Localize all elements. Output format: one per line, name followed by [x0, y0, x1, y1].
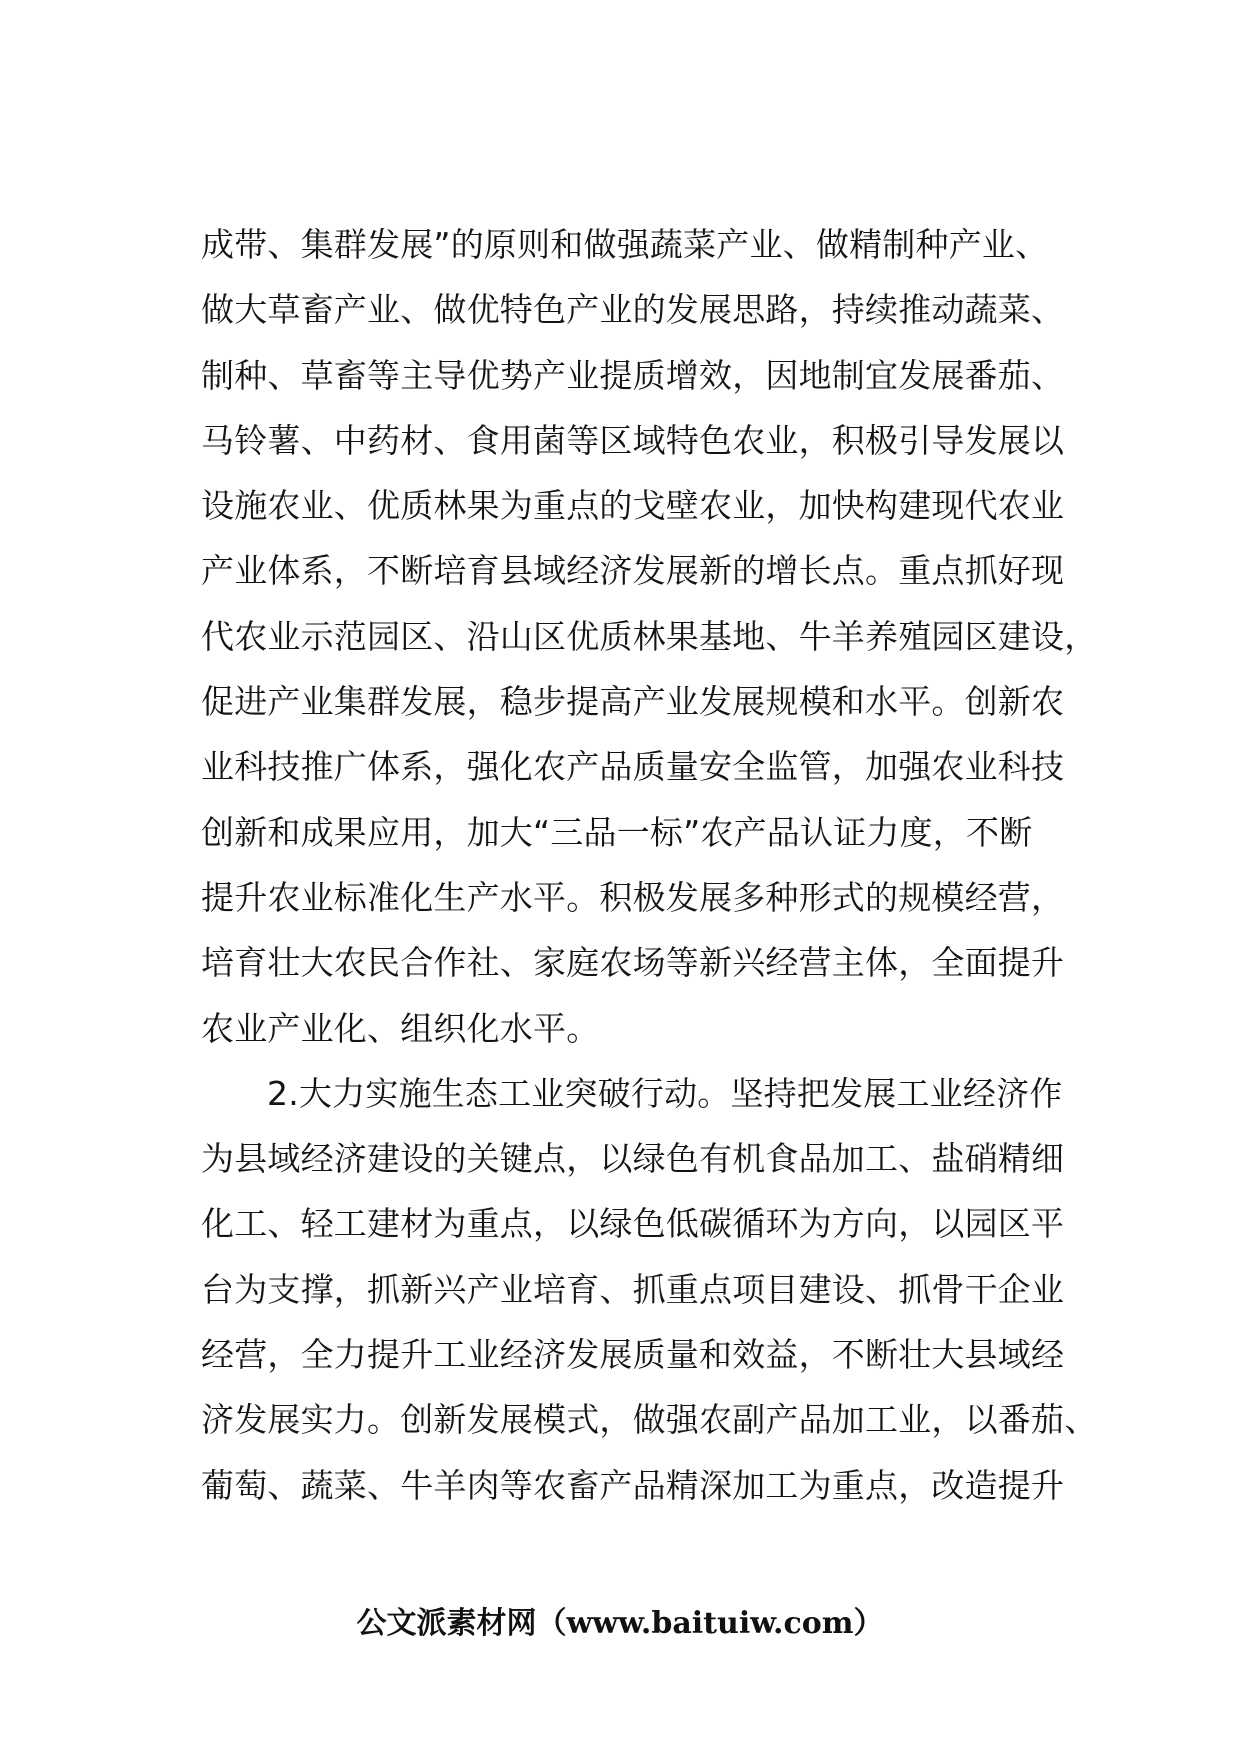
text-line: 农业产业化、组织化水平。: [201, 1008, 600, 1048]
text-line: 设施农业、优质林果为重点的戈壁农业，加快构建现代农业: [201, 486, 1065, 526]
text-line: 代农业示范园区、沿山区优质林果基地、牛羊养殖园区建设，: [201, 616, 1098, 656]
footer-watermark: 公文派素材网（www.baituiw.com）: [356, 1606, 884, 1641]
text-line: 马铃薯、中药材、食用菌等区域特色农业，积极引导发展以: [201, 420, 1065, 460]
text-line: 葡萄、蔬菜、牛羊肉等农畜产品精深加工为重点，改造提升: [201, 1465, 1065, 1505]
text-line: 经营，全力提升工业经济发展质量和效益，不断壮大县域经: [201, 1335, 1065, 1375]
text-line: 提升农业标准化生产水平。积极发展多种形式的规模经营，: [201, 877, 1065, 917]
text-line: 成带、集群发展”的原则和做强蔬菜产业、做精制种产业、: [201, 225, 1049, 264]
text-line: 促进产业集群发展，稳步提高产业发展规模和水平。创新农: [201, 682, 1065, 722]
text-line: 培育壮大农民合作社、家庭农场等新兴经营主体，全面提升: [201, 943, 1065, 983]
text-line: 业科技推广体系，强化农产品质量安全监管，加强农业科技: [201, 747, 1065, 787]
text-line: 做大草畜产业、做优特色产业的发展思路，持续推动蔬菜、: [201, 290, 1065, 330]
text-line: 产业体系，不断培育县域经济发展新的增长点。重点抓好现: [201, 551, 1065, 591]
text-line: 为县域经济建设的关键点，以绿色有机食品加工、盐硝精细: [201, 1139, 1065, 1179]
body-text: [201, 212, 1101, 1518]
text-line: 济发展实力。创新发展模式，做强农副产品加工业，以番茄、: [201, 1400, 1098, 1440]
text-line: 2.大力实施生态工业突破行动。坚持把发展工业经济作: [267, 1073, 1063, 1113]
text-line: 制种、草畜等主导优势产业提质增效，因地制宜发展番茄、: [201, 355, 1065, 395]
text-line: 台为支撑，抓新兴产业培育、抓重点项目建设、抓骨干企业: [201, 1269, 1065, 1309]
text-line: 化工、轻工建材为重点，以绿色低碳循环为方向，以园区平: [201, 1204, 1065, 1244]
text-line: 创新和成果应用，加大“三品一标”农产品认证力度，不断: [201, 812, 1033, 852]
